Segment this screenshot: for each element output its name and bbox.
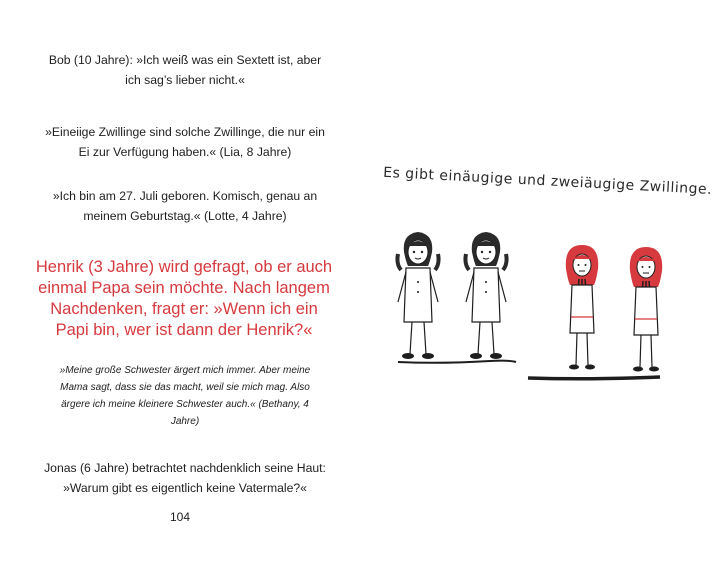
page-number: 104 (169, 510, 191, 524)
quote-henrik-highlight: Henrik (3 Jahre) wird gefragt, ob er auch einmal Papa sein möchte. Nach langem Nachdenken, fragt er: »Wenn ich ein Papi bin, wer ist dann der Henrik?« (35, 258, 333, 339)
drawing-caption: Es gibt einäugige und zweiäugige Zwillinge. (382, 164, 713, 198)
quote-lia: »Eineiige Zwillinge sind solche Zwillinge, die nur ein Ei zur Verfügung haben.« (Lia, 8 Jahre) (45, 125, 325, 159)
red-haired-girl-icon (630, 247, 662, 372)
right-page (360, 0, 720, 570)
ground-line-right (528, 377, 660, 379)
ground-line-left (398, 361, 516, 363)
red-haired-girl-icon (566, 245, 598, 370)
quote-bethany: »Meine große Schwester ärgert mich immer. Aber meine Mama sagt, dass sie das macht, weil sie mich mag. Also ärgere ich meine kleinere Schwester auch.« (Bethany, 4 Jahre) (59, 365, 311, 427)
quote-lotte: »Ich bin am 27. Juli geboren. Komisch, genau an meinem Geburtstag.« (Lotte, 4 Jahre) (52, 189, 318, 223)
dark-haired-girl-icon (397, 232, 438, 359)
quote-jonas: Jonas (6 Jahre) betrachtet nachdenklich seine Haut: »Warum gibt es eigentlich keine Vatermale?« (44, 461, 326, 495)
dark-haired-girl-icon (465, 232, 506, 359)
child-drawing-illustration (360, 0, 720, 570)
quote-bob: Bob (10 Jahre): »Ich weiß was ein Sextett ist, aber ich sag’s lieber nicht.« (48, 53, 322, 87)
